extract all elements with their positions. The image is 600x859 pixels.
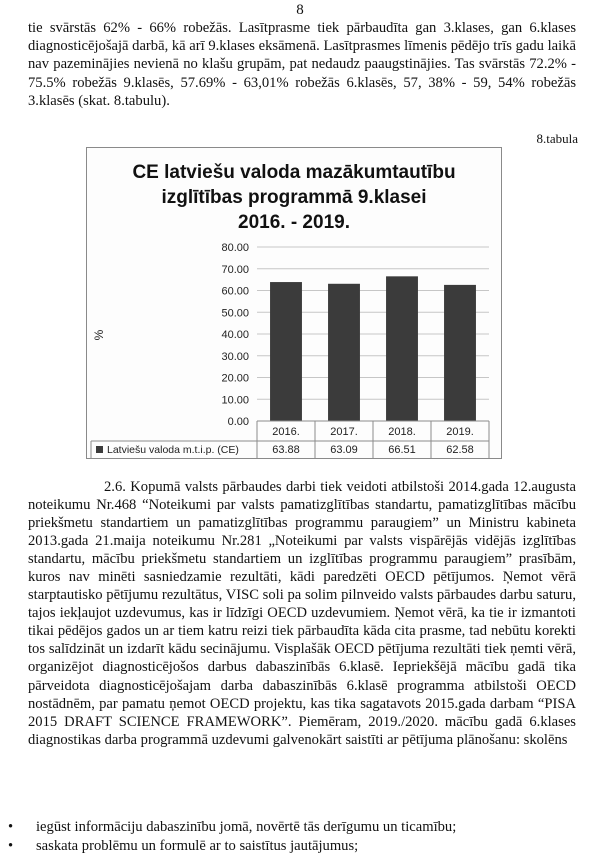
bullet-dot: •: [8, 837, 14, 854]
category-label: 2017.: [330, 426, 358, 438]
bullet-list: [0, 818, 600, 855]
y-axis-label: %: [92, 329, 106, 341]
category-label: 2018.: [388, 426, 416, 438]
data-label: 62.58: [446, 444, 474, 456]
category-label: 2019.: [446, 426, 474, 438]
bar-chart: [87, 148, 501, 458]
data-label: 63.88: [272, 444, 300, 456]
paragraph-intro: tie svārstās 62% - 66% robežās. Lasītprasme tiek pārbaudīta gan 3.klases, gan 6.klases diagnosticējošajā darbā, kā arī 9.klases eksāmenā. Lasītprasmes līmenis pēdējo trīs gadu laikā nav pazeminājies nevienā no klašu grupām, pat nedaudz paaugstinājies. Tas svārstās 72.2% - 75.5% robežās 9.klasēs, 57.69% - 63,01% robežās 6.klasēs, 57, 38% - 59, 54% robežās 3.klasēs (skat. 8.tabulu).: [28, 20, 576, 109]
table-label: 8.tabula: [536, 131, 578, 146]
bullet-dot: •: [8, 819, 14, 835]
bar: [328, 284, 360, 421]
y-tick-label: 80.00: [221, 242, 249, 254]
y-tick-label: 10.00: [221, 394, 249, 407]
bar: [386, 276, 418, 421]
bar: [270, 282, 302, 421]
chart-title-line-3: 2016. - 2019.: [238, 212, 350, 233]
y-tick-label: 0.00: [227, 416, 249, 428]
bullet-text: saskata problēmu un formulē ar to saistītus jautājumus;: [36, 837, 359, 854]
bar: [444, 285, 476, 421]
y-tick-label: 50.00: [221, 307, 249, 320]
y-tick-label: 20.00: [221, 372, 249, 385]
data-label: 66.51: [388, 444, 416, 456]
chart-frame: [86, 147, 502, 459]
data-label: 63.09: [330, 444, 358, 456]
y-tick-label: 60.00: [221, 285, 249, 298]
legend-label: Latviešu valoda m.t.i.p. (CE): [107, 444, 239, 456]
y-tick-label: 70.00: [221, 263, 249, 276]
page-number: 8: [296, 2, 304, 18]
y-tick-label: 30.00: [221, 350, 249, 363]
category-label: 2016.: [272, 426, 300, 438]
paragraph-2-6: 2.6. Kopumā valsts pārbaudes darbi tiek veidoti atbilstoši 2014.gada 12.augusta noteikumu Nr.468 “Noteikumi par valsts pamatizglītības standartu, pamatizglītības mācību priekšmetu standartiem un pamatizglītības programmu paraugiem” un Ministru kabineta 2013.gada 21.maija noteikumu Nr.281 „Noteikumi par valsts vispārējās vidējās izglītības standartu, mācību priekšmetu standartiem un izglītības programmu paraugiem” prasībām, kuros nav minēti sasniedzamie rezultāti, kādi paredzēti OECD pētījumos. Ņemot vērā starptautisko pētījumu rezultātus, VISC soli pa solim pilnveido valsts pārbaudes darbu saturu, tajos iekļaujot uzdevumus, kas ir līdzīgi OECD uzdevumiem. Ņemot vērā, ka tie ir izmantoti tikai pēdējos gados un ar tiem katru reizi tiek pārbaudīta kāda cita prasme, tad nebūtu korekti tos salīdzināt un izdarīt kādu secinājumu. Visplašāk OECD pētījuma rezultāti tiek ņemti vērā, organizējot diagnosticējošos darbus dabaszinībās 6.klasē. Iepriekšējā mācību gadā tika pārveidota diagnosticējošajam darba dabaszinībās 6.klasē programma atbilstoši OECD nostādnēm, par pamatu ņemot OECD projektu, kas tika sagatavots 2015.gada darbam “PISA 2015 DRAFT SCIENCE FRAMEWORK”. Piemēram, 2019./2020. mācību gadā 6.klases diagnostikas darba programmā uzdevumi galvenokārt saistīti ar pētījuma plānošanu: skolēns: [28, 479, 576, 748]
chart-title-line-1: CE latviešu valoda mazākumtautību: [132, 162, 456, 183]
legend-key: [96, 446, 103, 453]
y-tick-label: 40.00: [221, 329, 249, 341]
bullet-item: [0, 837, 600, 856]
bullet-text: iegūst informāciju dabaszinību jomā, novērtē tās derīgumu un ticamību;: [36, 819, 457, 835]
chart-title-line-2: izglītības programmā 9.klasei: [161, 187, 427, 208]
bullet-item: [0, 818, 600, 837]
